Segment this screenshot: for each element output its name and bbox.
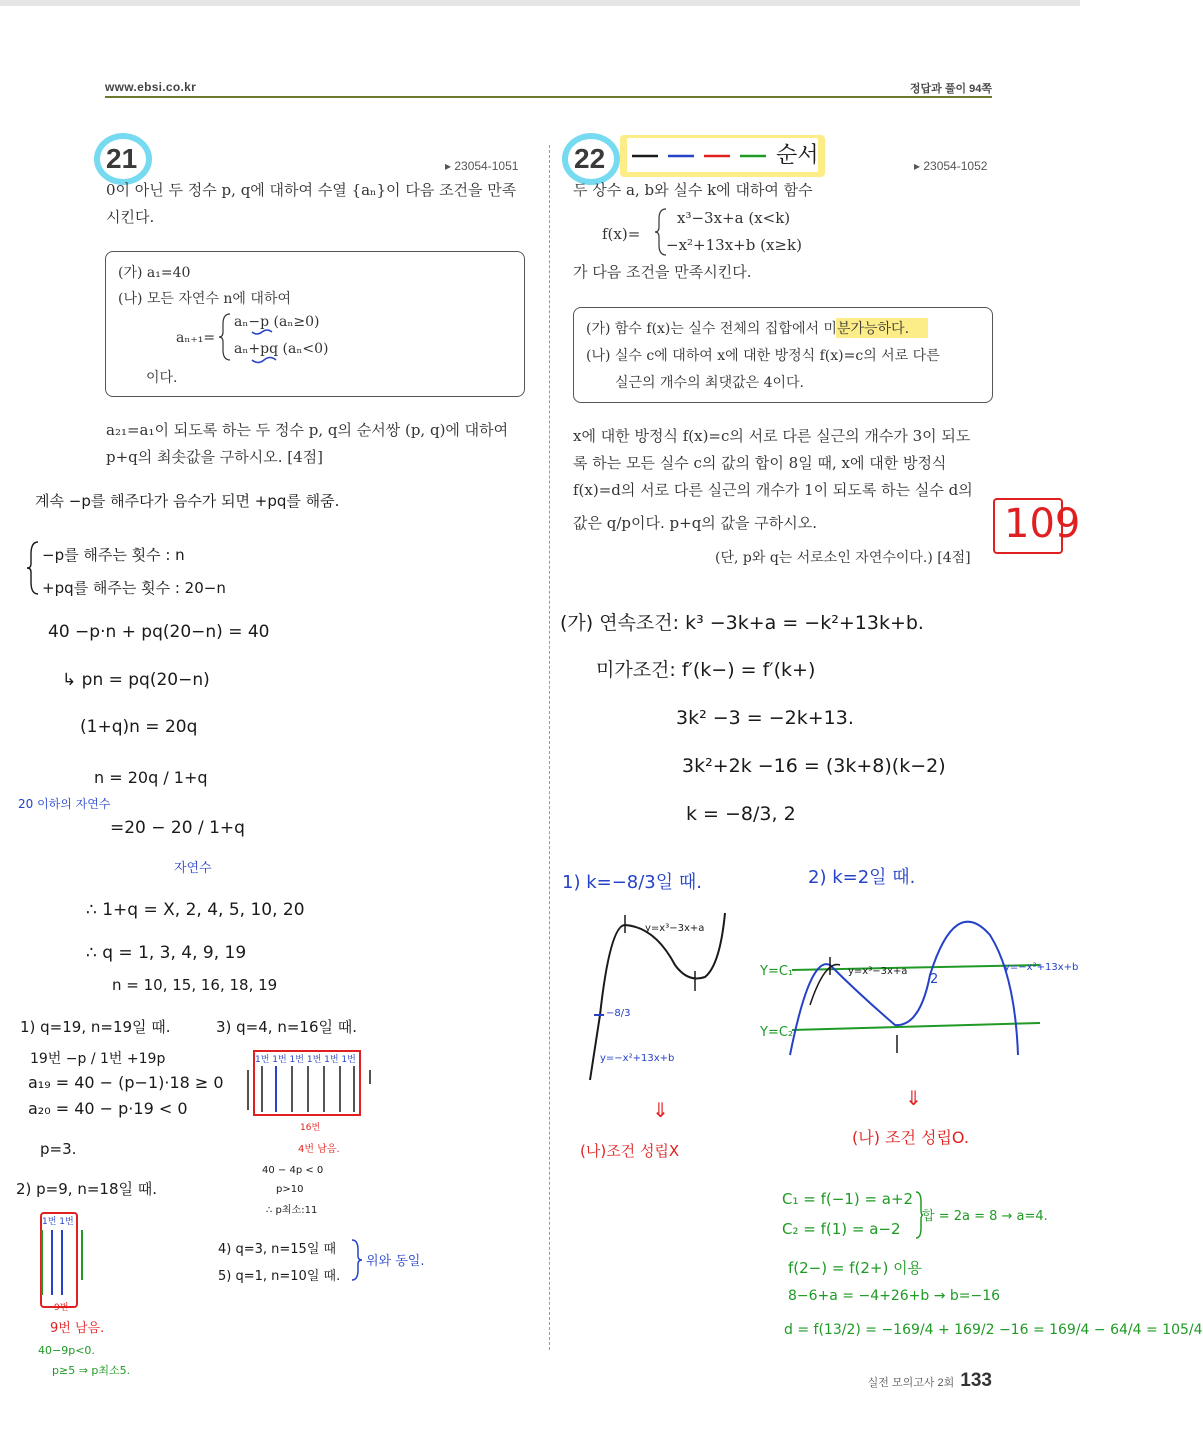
graph2-c1: Y=C₁ — [760, 964, 794, 979]
q22-f-lhs: f(x)= — [602, 225, 641, 243]
q22-ask-line3: f(x)=d의 서로 다른 실근의 개수가 1이 되도록 하는 실수 d의 — [573, 481, 973, 499]
note21-case3b: 16번 — [300, 1123, 321, 1133]
top-strip — [0, 0, 1080, 6]
note22-result1: (나)조건 성립X — [580, 1142, 680, 1160]
q21-cond-end: 이다. — [146, 370, 178, 386]
column-divider — [549, 145, 550, 1350]
note21-case3: 3) q=4, n=16일 때. — [216, 1018, 358, 1036]
q21-ask-line2: p+q의 최솟값을 구하시오. [4점] — [106, 448, 323, 466]
q21-ask-line1: a₂₁=a₁이 되도록 하는 두 정수 p, q의 순서쌍 (p, q)에 대하여 — [106, 421, 509, 439]
note21-same: 위와 동일. — [366, 1254, 425, 1269]
q21-stem-line2: 시킨다. — [106, 208, 155, 226]
note21-line4: 40 −p·n + pq(20−n) = 40 — [48, 622, 270, 642]
note21-case3a: 1번 1번 1번 1번 1번 1번 — [255, 1055, 356, 1065]
q22-ask-line1: x에 대한 방정식 f(x)=c의 서로 다른 실근의 개수가 3이 되도 — [573, 427, 971, 445]
note22-line1: (가) 연속조건: k³ −3k+a = −k²+13k+b. — [560, 612, 924, 634]
note21-case3c: 4번 남음. — [298, 1144, 340, 1155]
note21-line2: −p를 해주는 횟수 : n — [42, 546, 185, 564]
title-order-word: 순서 — [776, 143, 819, 168]
note21-case1b: a₁₉ = 40 − (p−1)·18 ≥ 0 — [28, 1073, 224, 1092]
question-21-number: 21 — [106, 143, 137, 175]
note21-line3: +pq를 해주는 횟수 : 20−n — [42, 579, 226, 597]
note22-line4: 3k²+2k −16 = (3k+8)(k−2) — [682, 755, 946, 777]
arrow-marks — [30, 1225, 100, 1305]
site-url: www.ebsi.co.kr — [105, 80, 197, 94]
note21-line9: =20 − 20 / 1+q — [110, 818, 245, 838]
note21-case2a: 1번 1번 — [42, 1217, 74, 1227]
title-dash-marks — [630, 150, 780, 162]
page-number: 133 — [960, 1370, 992, 1391]
q22-f-case1: x³−3x+a (x<k) — [677, 209, 791, 227]
answer-value: 109 — [1004, 501, 1081, 547]
note21-case5: 5) q=1, n=10일 때. — [218, 1269, 341, 1284]
note21-line7: n = 20q / 1+q — [94, 768, 208, 787]
note22-s2: C₂ = f(1) = a−2 — [782, 1220, 901, 1238]
q22-cond-b2: 실근의 개수의 최댓값은 4이다. — [615, 375, 804, 391]
q21-cond-case2: aₙ+pq (aₙ<0) — [234, 341, 329, 357]
note22-s6: d = f(13/2) = −169/4 + 169/2 −16 = 169/4 − 64/4 = 105/4 — [784, 1322, 1203, 1338]
note21-case3f: ∴ p최소:11 — [266, 1205, 318, 1216]
q22-cond-a: (가) 함수 f(x)는 실수 전체의 집합에서 미분가능하다. — [586, 321, 910, 337]
note21-case1: 1) q=19, n=19일 때. — [20, 1018, 171, 1036]
note21-line1: 계속 −p를 해주다가 음수가 되면 +pq를 해줌. — [35, 492, 340, 510]
note21-case2b: 9번 — [54, 1303, 69, 1313]
note22-line3: 3k² −3 = −2k+13. — [676, 707, 854, 729]
note21-natural-upto20: 20 이하의 자연수 — [18, 797, 111, 811]
note21-case2c: 9번 남음. — [50, 1321, 105, 1336]
q21-cond-lhs: aₙ₊₁= — [176, 330, 216, 346]
underline-marks — [230, 330, 290, 370]
note21-case1a: 19번 −p / 1번 +19p — [30, 1051, 166, 1067]
q21-cond-a: (가) a₁=40 — [118, 265, 191, 281]
note22-s1: C₁ = f(−1) = a+2 — [782, 1190, 914, 1208]
note21-case1c: a₂₀ = 40 − p·19 < 0 — [28, 1099, 188, 1118]
note21-case2: 2) p=9, n=18일 때. — [16, 1180, 158, 1198]
note22-result2: (나) 조건 성립O. — [852, 1128, 969, 1147]
q22-ask-line2: 록 하는 모든 실수 c의 값의 합이 8일 때, x에 대한 방정식 — [573, 454, 947, 472]
note21-case4: 4) q=3, n=15일 때 — [218, 1242, 337, 1257]
graph1-label-quadratic: y=−x²+13x+b — [600, 1053, 675, 1064]
q22-f-case2: −x²+13x+b (x≥k) — [666, 236, 802, 254]
note21-case2d: 40−9p<0. — [38, 1344, 95, 1357]
note22-case2: 2) k=2일 때. — [808, 867, 916, 888]
graph-case2 — [770, 915, 1070, 1065]
q22-cond-b: (나) 실수 c에 대하여 x에 대한 방정식 f(x)=c의 서로 다른 — [586, 348, 940, 364]
graph2-c2: Y=C₂ — [760, 1025, 794, 1040]
header-rule — [105, 96, 992, 98]
note22-s4: f(2−) = f(2+) 이용 — [788, 1259, 923, 1277]
note22-case1: 1) k=−8/3일 때. — [562, 872, 702, 893]
footer-label: 실전 모의고사 2회 — [867, 1377, 955, 1389]
note22-line2: 미가조건: f′(k−) = f′(k+) — [596, 659, 816, 681]
q22-ask-line4: 값은 q/p이다. p+q의 값을 구하시오. — [573, 514, 818, 532]
note21-line11: ∴ 1+q = X, 2, 4, 5, 10, 20 — [86, 900, 305, 920]
note22-s3: 합 = 2a = 8 → a=4. — [922, 1209, 1048, 1224]
note22-s5: 8−6+a = −4+26+b → b=−16 — [788, 1288, 1001, 1304]
q21-stem-line1: 0이 아닌 두 정수 p, q에 대하여 수열 {aₙ}이 다음 조건을 만족 — [106, 181, 517, 199]
note21-line5: ↳ pn = pq(20−n) — [62, 670, 210, 690]
note21-case3d: 40 − 4p < 0 — [262, 1165, 324, 1176]
question-22-code: ▸ 23054-1052 — [914, 159, 988, 173]
brace-icon — [26, 540, 40, 596]
answer-page-reference: 정답과 풀이 94쪽 — [909, 83, 992, 95]
note21-line6: (1+q)n = 20q — [80, 717, 198, 737]
graph2-label-2: 2 — [930, 972, 939, 987]
q22-stem-line2: 가 다음 조건을 만족시킨다. — [573, 263, 752, 281]
note21-case1d: p=3. — [40, 1140, 77, 1158]
note21-case2e: p≥5 ⇒ p최소5. — [52, 1364, 131, 1377]
graph2-label-quadratic: y=−x²+13x+b — [1004, 962, 1079, 973]
note21-line13: n = 10, 15, 16, 18, 19 — [112, 976, 278, 994]
note22-line5: k = −8/3, 2 — [686, 803, 796, 825]
note21-natural: 자연수 — [174, 861, 212, 876]
question-22-number: 22 — [574, 143, 605, 175]
note21-case3e: p>10 — [276, 1184, 304, 1195]
q22-ask-line5: (단, p와 q는 서로소인 자연수이다.) [4점] — [715, 550, 971, 566]
down-arrow-icon: ⇓ — [652, 1098, 669, 1122]
graph2-label-cubic: y=x³−3x+a — [848, 966, 908, 977]
down-arrow-icon: ⇓ — [905, 1086, 922, 1110]
note21-line12: ∴ q = 1, 3, 4, 9, 19 — [86, 943, 247, 963]
arrow-marks — [240, 1062, 380, 1118]
graph1-label-cubic: y=x³−3x+a — [645, 923, 705, 934]
brace-icon — [350, 1238, 364, 1282]
graph1-label-k: −8/3 — [606, 1008, 631, 1019]
q21-cond-case1: aₙ−p (aₙ≥0) — [234, 314, 320, 330]
q21-cond-b: (나) 모든 자연수 n에 대하여 — [118, 291, 291, 307]
page-footer — [868, 1370, 992, 1392]
question-21-code: ▸ 23054-1051 — [445, 159, 519, 173]
q22-stem-line1: 두 상수 a, b와 실수 k에 대하여 함수 — [573, 181, 813, 199]
